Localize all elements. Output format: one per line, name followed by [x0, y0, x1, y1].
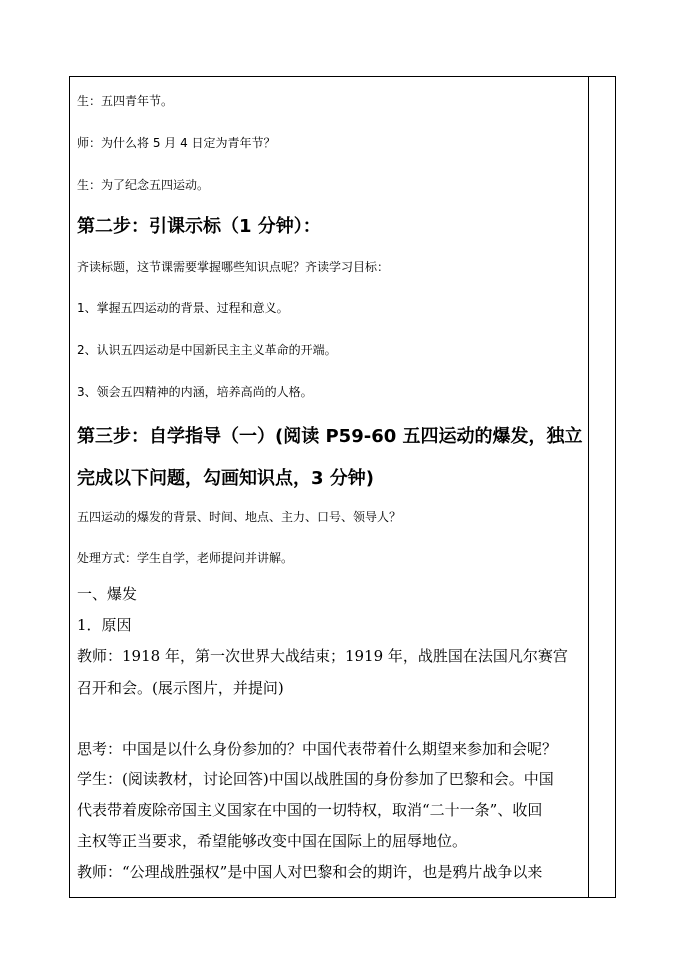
text-line: 召开和会。(展示图片，并提问)	[77, 679, 284, 697]
list-item: 1、掌握五四运动的背景、过程和意义。	[77, 301, 289, 315]
subsection-heading: 1．原因	[77, 616, 132, 634]
step-heading: 第三步：自学指导（一）(阅读 P59-60 五四运动的爆发，独立	[77, 426, 583, 447]
step-heading: 第二步：引课示标（1 分钟）：	[77, 216, 321, 237]
text-line: 教师：1918 年，第一次世界大战结束；1919 年，战胜国在法国凡尔赛宫	[77, 647, 568, 665]
text-line: 思考：中国是以什么身份参加的？中国代表带着什么期望来参加和会呢？	[77, 740, 558, 758]
section-heading: 一、爆发	[77, 585, 138, 603]
list-item: 3、领会五四精神的内涵，培养高尚的人格。	[77, 385, 313, 399]
text-line: 齐读标题，这节课需要掌握哪些知识点呢？齐读学习目标：	[77, 260, 390, 274]
text-line: 生：五四青年节。	[77, 94, 174, 108]
text-line: 主权等正当要求，希望能够改变中国在国际上的屈辱地位。	[77, 832, 468, 850]
text-line: 处理方式：学生自学，老师提问并讲解。	[77, 551, 294, 565]
text-line: 代表带着废除帝国主义国家在中国的一切特权，取消“二十一条”、收回	[77, 801, 543, 819]
text-line: 师：为什么将 5 月 4 日定为青年节？	[77, 136, 276, 150]
text-line: 生：为了纪念五四运动。	[77, 178, 210, 192]
column-divider	[588, 76, 589, 898]
step-heading: 完成以下问题，勾画知识点，3 分钟)	[77, 468, 375, 489]
list-item: 2、认识五四运动是中国新民主主义革命的开端。	[77, 343, 337, 357]
text-line: 学生：(阅读教材，讨论回答)中国以战胜国的身份参加了巴黎和会。中国	[77, 770, 554, 788]
text-line: 教师：“公理战胜强权”是中国人对巴黎和会的期许，也是鸦片战争以来	[77, 863, 543, 881]
text-line: 五四运动的爆发的背景、时间、地点、主力、口号、领导人？	[77, 510, 402, 524]
